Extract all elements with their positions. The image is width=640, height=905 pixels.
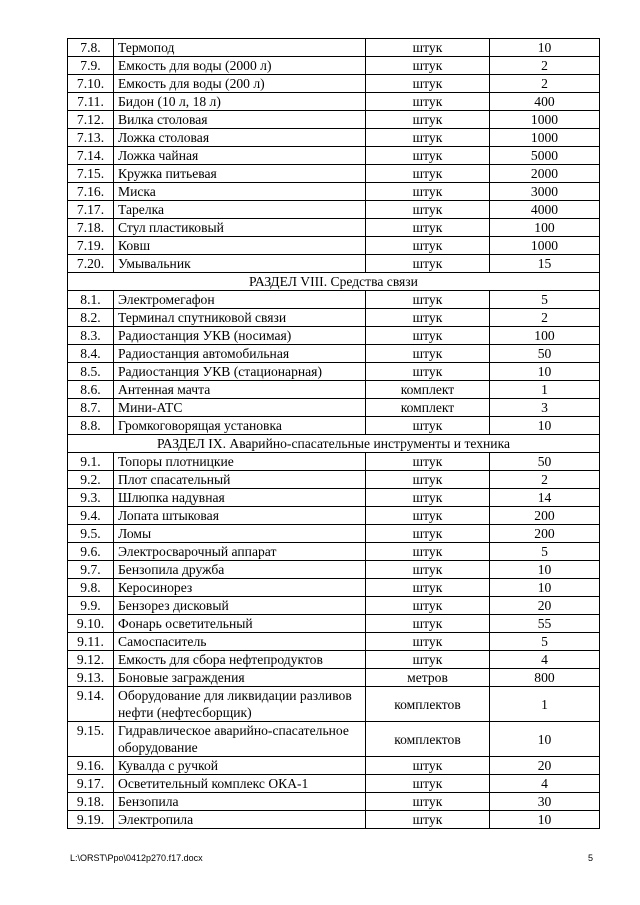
item-quantity: 2 bbox=[490, 57, 600, 75]
item-quantity: 1 bbox=[490, 381, 600, 399]
table-row bbox=[68, 237, 600, 255]
item-number: 9.16. bbox=[68, 757, 114, 775]
item-quantity: 5 bbox=[490, 633, 600, 651]
item-unit: штук bbox=[366, 471, 490, 489]
section-title: РАЗДЕЛ VIII. Средства связи bbox=[68, 273, 600, 291]
item-number: 7.9. bbox=[68, 57, 114, 75]
item-unit: штук bbox=[366, 579, 490, 597]
table-row bbox=[68, 309, 600, 327]
item-number: 7.10. bbox=[68, 75, 114, 93]
item-unit: штук bbox=[366, 417, 490, 435]
item-unit: штук bbox=[366, 255, 490, 273]
item-number: 7.16. bbox=[68, 183, 114, 201]
item-number: 7.17. bbox=[68, 201, 114, 219]
item-number: 9.18. bbox=[68, 793, 114, 811]
table-row bbox=[68, 489, 600, 507]
item-name: Тарелка bbox=[114, 201, 366, 219]
item-number: 7.13. bbox=[68, 129, 114, 147]
item-quantity: 10 bbox=[490, 39, 600, 57]
item-unit: штук bbox=[366, 75, 490, 93]
item-number: 9.2. bbox=[68, 471, 114, 489]
item-quantity: 400 bbox=[490, 93, 600, 111]
item-unit: штук bbox=[366, 793, 490, 811]
item-number: 7.20. bbox=[68, 255, 114, 273]
item-quantity: 10 bbox=[490, 579, 600, 597]
item-name: Кувалда с ручкой bbox=[114, 757, 366, 775]
table-row bbox=[68, 651, 600, 669]
item-number: 9.7. bbox=[68, 561, 114, 579]
item-unit: штук bbox=[366, 219, 490, 237]
footer-file-path: L:\ORST\Ppo\0412p270.f17.docx bbox=[70, 853, 203, 863]
item-name: Вилка столовая bbox=[114, 111, 366, 129]
item-number: 9.3. bbox=[68, 489, 114, 507]
item-quantity: 4 bbox=[490, 775, 600, 793]
item-unit: комплектов bbox=[366, 722, 490, 757]
item-quantity: 20 bbox=[490, 597, 600, 615]
item-unit: штук bbox=[366, 615, 490, 633]
item-name: Стул пластиковый bbox=[114, 219, 366, 237]
item-unit: комплектов bbox=[366, 687, 490, 722]
item-unit: штук bbox=[366, 651, 490, 669]
table-row bbox=[68, 757, 600, 775]
item-number: 9.19. bbox=[68, 811, 114, 829]
item-name: Шлюпка надувная bbox=[114, 489, 366, 507]
table-row bbox=[68, 201, 600, 219]
item-number: 9.15. bbox=[68, 722, 114, 757]
item-unit: штук bbox=[366, 633, 490, 651]
item-unit: штук bbox=[366, 201, 490, 219]
item-quantity: 50 bbox=[490, 345, 600, 363]
item-name: Керосинорез bbox=[114, 579, 366, 597]
item-unit: штук bbox=[366, 147, 490, 165]
item-unit: штук bbox=[366, 309, 490, 327]
item-number: 9.14. bbox=[68, 687, 114, 722]
table-row bbox=[68, 363, 600, 381]
item-name: Емкость для воды (2000 л) bbox=[114, 57, 366, 75]
item-name: Кружка питьевая bbox=[114, 165, 366, 183]
item-number: 8.8. bbox=[68, 417, 114, 435]
item-unit: штук bbox=[366, 561, 490, 579]
item-name: Радиостанция автомобильная bbox=[114, 345, 366, 363]
item-number: 7.12. bbox=[68, 111, 114, 129]
table-row bbox=[68, 722, 600, 757]
item-unit: штук bbox=[366, 57, 490, 75]
item-name: Оборудование для ликвидации разливов нефти (нефтесборщик) bbox=[114, 687, 366, 722]
item-unit: штук bbox=[366, 811, 490, 829]
item-unit: штук bbox=[366, 327, 490, 345]
item-number: 7.19. bbox=[68, 237, 114, 255]
item-name: Мини-АТС bbox=[114, 399, 366, 417]
item-quantity: 800 bbox=[490, 669, 600, 687]
item-number: 7.11. bbox=[68, 93, 114, 111]
item-name: Самоспаситель bbox=[114, 633, 366, 651]
item-name: Электропила bbox=[114, 811, 366, 829]
item-unit: метров bbox=[366, 669, 490, 687]
item-name: Гидравлическое аварийно-спасательное оборудование bbox=[114, 722, 366, 757]
item-quantity: 14 bbox=[490, 489, 600, 507]
item-name: Бензопила bbox=[114, 793, 366, 811]
table-row bbox=[68, 615, 600, 633]
table-row bbox=[68, 327, 600, 345]
item-quantity: 2 bbox=[490, 471, 600, 489]
table-row bbox=[68, 381, 600, 399]
item-number: 8.7. bbox=[68, 399, 114, 417]
item-number: 8.3. bbox=[68, 327, 114, 345]
section-header-row bbox=[68, 273, 600, 291]
item-number: 8.6. bbox=[68, 381, 114, 399]
item-quantity: 1000 bbox=[490, 129, 600, 147]
item-unit: штук bbox=[366, 757, 490, 775]
item-unit: штук bbox=[366, 345, 490, 363]
inventory-table-body bbox=[68, 39, 600, 829]
table-row bbox=[68, 669, 600, 687]
item-unit: штук bbox=[366, 165, 490, 183]
table-row bbox=[68, 129, 600, 147]
item-quantity: 20 bbox=[490, 757, 600, 775]
item-name: Миска bbox=[114, 183, 366, 201]
item-unit: штук bbox=[366, 237, 490, 255]
item-name: Плот спасательный bbox=[114, 471, 366, 489]
table-row bbox=[68, 811, 600, 829]
item-quantity: 5 bbox=[490, 291, 600, 309]
item-unit: штук bbox=[366, 39, 490, 57]
item-quantity: 5 bbox=[490, 543, 600, 561]
table-row bbox=[68, 507, 600, 525]
table-row bbox=[68, 93, 600, 111]
table-row bbox=[68, 471, 600, 489]
item-quantity: 50 bbox=[490, 453, 600, 471]
table-row bbox=[68, 111, 600, 129]
item-quantity: 100 bbox=[490, 219, 600, 237]
item-quantity: 55 bbox=[490, 615, 600, 633]
item-quantity: 10 bbox=[490, 417, 600, 435]
item-number: 9.6. bbox=[68, 543, 114, 561]
item-name: Громкоговорящая установка bbox=[114, 417, 366, 435]
item-name: Радиостанция УКВ (стационарная) bbox=[114, 363, 366, 381]
table-row bbox=[68, 165, 600, 183]
item-unit: штук bbox=[366, 129, 490, 147]
table-row bbox=[68, 399, 600, 417]
item-number: 9.5. bbox=[68, 525, 114, 543]
item-quantity: 10 bbox=[490, 363, 600, 381]
item-unit: штук bbox=[366, 453, 490, 471]
item-number: 8.2. bbox=[68, 309, 114, 327]
item-name: Фонарь осветительный bbox=[114, 615, 366, 633]
table-row bbox=[68, 525, 600, 543]
item-quantity: 10 bbox=[490, 561, 600, 579]
item-unit: штук bbox=[366, 597, 490, 615]
item-unit: комплект bbox=[366, 381, 490, 399]
table-row bbox=[68, 453, 600, 471]
table-row bbox=[68, 57, 600, 75]
item-name: Емкость для сбора нефтепродуктов bbox=[114, 651, 366, 669]
item-quantity: 30 bbox=[490, 793, 600, 811]
item-name: Термопод bbox=[114, 39, 366, 57]
item-quantity: 3000 bbox=[490, 183, 600, 201]
item-quantity: 1000 bbox=[490, 237, 600, 255]
table-row bbox=[68, 219, 600, 237]
section-title: РАЗДЕЛ IX. Аварийно-спасательные инструменты и техника bbox=[68, 435, 600, 453]
item-unit: штук bbox=[366, 183, 490, 201]
item-unit: штук bbox=[366, 775, 490, 793]
item-name: Осветительный комплекс ОКА-1 bbox=[114, 775, 366, 793]
item-quantity: 200 bbox=[490, 507, 600, 525]
item-number: 9.10. bbox=[68, 615, 114, 633]
item-unit: штук bbox=[366, 363, 490, 381]
table-row bbox=[68, 417, 600, 435]
item-name: Терминал спутниковой связи bbox=[114, 309, 366, 327]
table-row bbox=[68, 183, 600, 201]
table-row bbox=[68, 633, 600, 651]
item-number: 9.4. bbox=[68, 507, 114, 525]
item-number: 7.15. bbox=[68, 165, 114, 183]
table-row bbox=[68, 291, 600, 309]
item-quantity: 1 bbox=[490, 687, 600, 722]
item-number: 8.4. bbox=[68, 345, 114, 363]
table-row bbox=[68, 345, 600, 363]
item-quantity: 4000 bbox=[490, 201, 600, 219]
item-number: 9.8. bbox=[68, 579, 114, 597]
item-unit: штук bbox=[366, 489, 490, 507]
item-quantity: 4 bbox=[490, 651, 600, 669]
item-name: Ложка чайная bbox=[114, 147, 366, 165]
item-name: Умывальник bbox=[114, 255, 366, 273]
table-row bbox=[68, 543, 600, 561]
table-row bbox=[68, 561, 600, 579]
item-quantity: 2000 bbox=[490, 165, 600, 183]
item-quantity: 10 bbox=[490, 811, 600, 829]
item-number: 7.8. bbox=[68, 39, 114, 57]
item-quantity: 5000 bbox=[490, 147, 600, 165]
item-quantity: 200 bbox=[490, 525, 600, 543]
item-quantity: 2 bbox=[490, 309, 600, 327]
item-number: 7.14. bbox=[68, 147, 114, 165]
item-quantity: 1000 bbox=[490, 111, 600, 129]
item-name: Электросварочный аппарат bbox=[114, 543, 366, 561]
item-name: Ложка столовая bbox=[114, 129, 366, 147]
item-name: Боновые заграждения bbox=[114, 669, 366, 687]
item-quantity: 10 bbox=[490, 722, 600, 757]
item-unit: штук bbox=[366, 291, 490, 309]
item-name: Электромегафон bbox=[114, 291, 366, 309]
item-name: Топоры плотницкие bbox=[114, 453, 366, 471]
item-number: 9.9. bbox=[68, 597, 114, 615]
table-row bbox=[68, 75, 600, 93]
item-unit: штук bbox=[366, 525, 490, 543]
section-header-row bbox=[68, 435, 600, 453]
item-name: Бензорез дисковый bbox=[114, 597, 366, 615]
item-quantity: 100 bbox=[490, 327, 600, 345]
item-name: Антенная мачта bbox=[114, 381, 366, 399]
item-unit: штук bbox=[366, 111, 490, 129]
item-name: Ломы bbox=[114, 525, 366, 543]
item-number: 8.5. bbox=[68, 363, 114, 381]
item-number: 9.11. bbox=[68, 633, 114, 651]
item-unit: штук bbox=[366, 543, 490, 561]
item-number: 7.18. bbox=[68, 219, 114, 237]
item-number: 9.1. bbox=[68, 453, 114, 471]
inventory-table bbox=[67, 38, 600, 829]
item-name: Бидон (10 л, 18 л) bbox=[114, 93, 366, 111]
item-number: 8.1. bbox=[68, 291, 114, 309]
table-row bbox=[68, 775, 600, 793]
table-row bbox=[68, 147, 600, 165]
item-name: Радиостанция УКВ (носимая) bbox=[114, 327, 366, 345]
item-name: Бензопила дружба bbox=[114, 561, 366, 579]
item-quantity: 15 bbox=[490, 255, 600, 273]
item-name: Ковш bbox=[114, 237, 366, 255]
table-row bbox=[68, 687, 600, 722]
item-quantity: 3 bbox=[490, 399, 600, 417]
item-number: 9.13. bbox=[68, 669, 114, 687]
item-quantity: 2 bbox=[490, 75, 600, 93]
table-row bbox=[68, 39, 600, 57]
table-row bbox=[68, 597, 600, 615]
item-name: Лопата штыковая bbox=[114, 507, 366, 525]
table-row bbox=[68, 793, 600, 811]
table-row bbox=[68, 255, 600, 273]
item-unit: штук bbox=[366, 93, 490, 111]
item-name: Емкость для воды (200 л) bbox=[114, 75, 366, 93]
item-number: 9.12. bbox=[68, 651, 114, 669]
table-row bbox=[68, 579, 600, 597]
footer-page-number: 5 bbox=[587, 853, 593, 863]
item-unit: комплект bbox=[366, 399, 490, 417]
item-number: 9.17. bbox=[68, 775, 114, 793]
item-unit: штук bbox=[366, 507, 490, 525]
